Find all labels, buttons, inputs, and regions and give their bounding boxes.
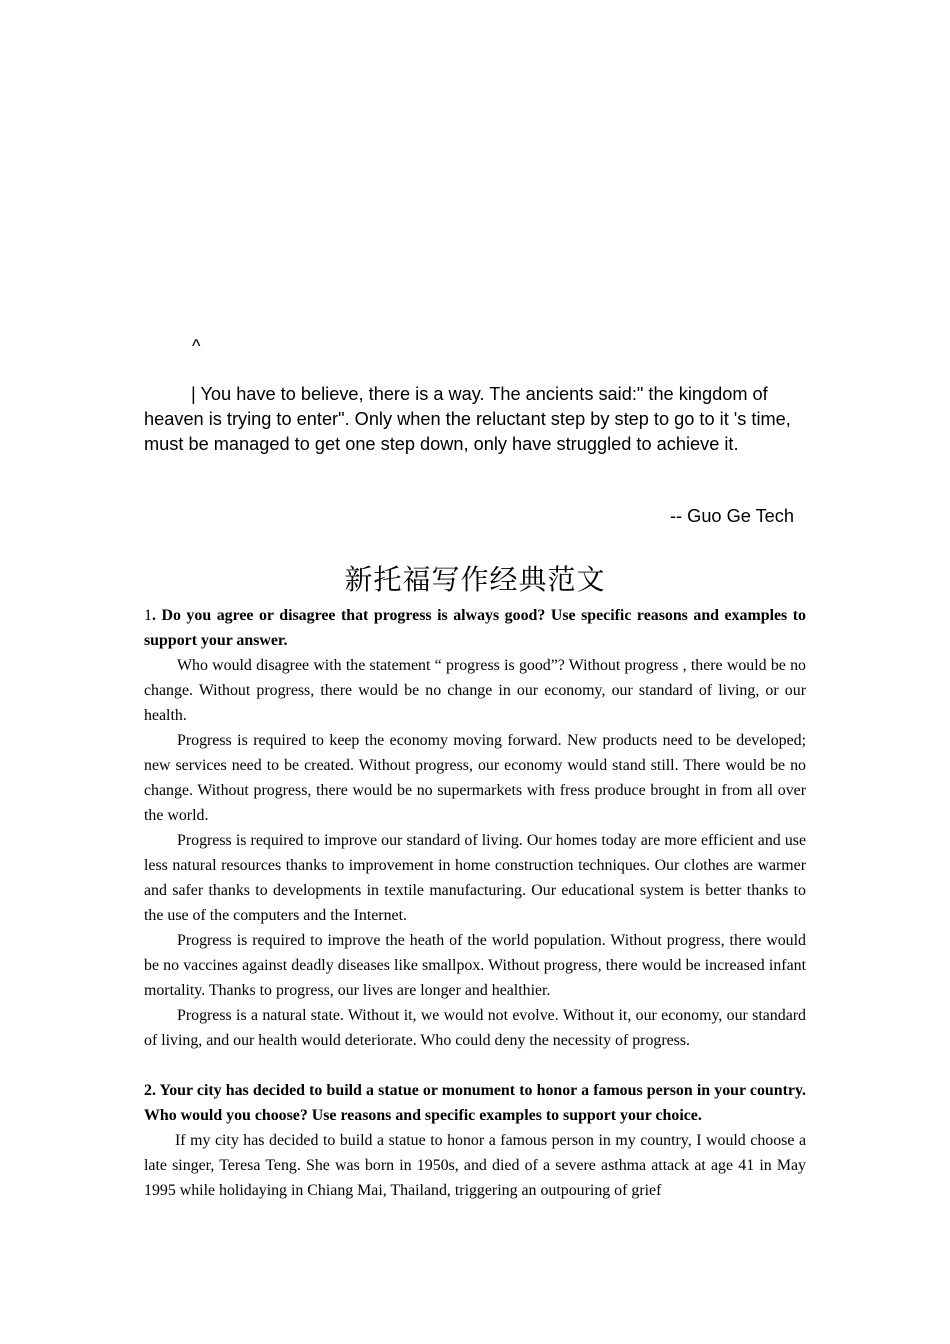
question-number: 1	[144, 607, 152, 624]
question-number: 2.	[144, 1082, 156, 1099]
essay-paragraph: Progress is required to improve the heath of the world population. Without progress, there would be no vaccines against deadly diseases like smallpox. Without progress, there would be increased infant mortality. Thanks to progress, our lives are longer and healthier.	[144, 932, 806, 999]
question-text: . Do you agree or disagree that progress is always good? Use specific reasons and examples to support your answer.	[144, 607, 806, 649]
essay-paragraph: Progress is required to keep the economy moving forward. New products need to be developed; new services need to be created. Without progress, our economy would stand still. There would be no change. Without progress, there would be no supermarkets with fress produce brought in from all over the world.	[144, 732, 806, 824]
essay-list	[144, 603, 806, 1203]
question-text: Your city has decided to build a statue or monument to honor a famous person in your country. Who would you choose? Use reasons and specific examples to support your choice.	[144, 1082, 806, 1124]
section-spacer	[144, 1053, 806, 1078]
document-title: 新托福写作经典范文	[344, 563, 606, 596]
essay-paragraph: Who would disagree with the statement “ progress is good”? Without progress , there would be no change. Without progress, there would be no change in our economy, our standard of living, or our health.	[144, 657, 806, 724]
essay-question-2	[144, 1078, 806, 1128]
essay-paragraph: Progress is required to improve our standard of living. Our homes today are more efficient and use less natural resources thanks to improvement in home construction techniques. Our clothes are warmer and safer thanks to developments in textile manufacturing. Our educational system is better thanks to the use of the computers and the Internet.	[144, 832, 806, 924]
document-page	[144, 0, 806, 1344]
motto-quote: | You have to believe, there is a way. The ancients said:" the kingdom of heaven is trying to enter". Only when the reluctant step by step to go to it 's time, must be managed to get one step down, only have struggled to achieve it.	[144, 384, 791, 454]
caret-mark: ^	[192, 336, 201, 356]
essay-paragraph: Progress is a natural state. Without it, we would not evolve. Without it, our economy, our standard of living, and our health would deteriorate. Who could deny the necessity of progress.	[144, 1007, 806, 1049]
essay-paragraph: If my city has decided to build a statue to honor a famous person in my country, I would choose a late singer, Teresa Teng. She was born in 1950s, and died of a severe asthma attack at age 41 in May 1995 while holidaying in Chiang Mai, Thailand, triggering an outpouring of grief	[144, 1132, 806, 1199]
quote-attribution: -- Guo Ge Tech	[670, 506, 794, 526]
essay-question-1	[144, 603, 806, 653]
